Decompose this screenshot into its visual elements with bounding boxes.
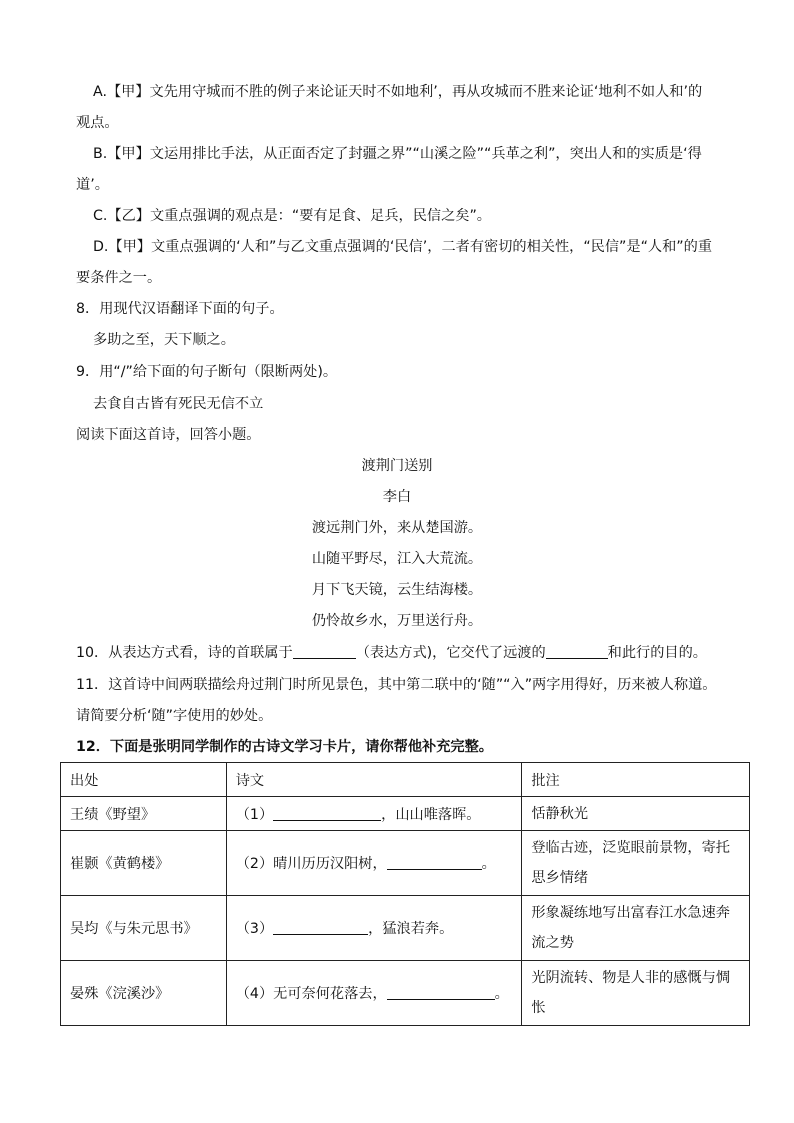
- poem-line: 仍怜故乡水，万里送行舟。: [311, 613, 483, 629]
- cell-text: [226, 797, 522, 831]
- table-header-row: [61, 763, 750, 797]
- question-11-line2: 请简要分析‘随”字使用的妙处。: [76, 708, 273, 724]
- study-card-table: [60, 762, 750, 1026]
- column-header-source: 出处: [61, 763, 227, 797]
- table-row: [61, 896, 750, 961]
- cell-source: 晏殊《浣溪沙》: [61, 961, 227, 1026]
- cell-source: 王绩《野望》: [61, 797, 227, 831]
- option-d-line1: D.【甲】文重点强调的‘人和”与乙文重点强调的‘民信’，二者有密切的相关性，“民信”是“人和”的重: [93, 239, 713, 255]
- column-header-note: 批注: [522, 763, 750, 797]
- column-header-text: 诗文: [226, 763, 522, 797]
- cell-text: [226, 831, 522, 896]
- option-a-line2: 观点。: [76, 115, 119, 131]
- cell-note: 形象凝练地写出富春江水急速奔流之势: [522, 896, 750, 961]
- question-10: [76, 643, 707, 663]
- poem-line: 渡远荆门外，来从楚国游。: [311, 520, 483, 536]
- poem-line: 山随平野尽，江入大荒流。: [311, 551, 483, 567]
- answer-blank-4[interactable]: [387, 984, 495, 1000]
- text-prefix: （3）: [235, 921, 274, 937]
- text-suffix: ，猛浪若奔。: [368, 921, 454, 937]
- question-10-part1: 10．从表达方式看，诗的首联属于: [76, 645, 293, 661]
- option-a-line1: A.【甲】文先用守城而不胜的例子来论证天时不如地利’，再从攻城而不胜来论证‘地利不如人和’的: [93, 84, 703, 100]
- question-9-sentence: 去食自古皆有死民无信不立: [93, 396, 264, 412]
- cell-text: [226, 961, 522, 1026]
- question-8-stem: 8．用现代汉语翻译下面的句子。: [76, 301, 284, 317]
- option-b-line1: B.【甲】文运用排比手法，从正面否定了封疆之界”“山溪之险”“兵革之利”，突出人和的实质是‘得: [93, 146, 702, 162]
- answer-blank-2[interactable]: [387, 854, 482, 870]
- question-8-sentence: 多助之至，天下顺之。: [93, 332, 235, 348]
- text-prefix: （4）无可奈何花落去，: [235, 986, 387, 1002]
- question-9-stem: 9．用“/”给下面的句子断句（限断两处)。: [76, 364, 338, 380]
- table-row: [61, 797, 750, 831]
- poem-line: 月下飞天镜，云生结海楼。: [311, 582, 483, 598]
- answer-blank-expression[interactable]: [293, 643, 356, 659]
- cell-source: 吴均《与朱元思书》: [61, 896, 227, 961]
- poem-title: 渡荆门送别: [361, 458, 433, 474]
- option-b-line2: 道’。: [76, 177, 109, 193]
- question-11-line1: 11．这首诗中间两联描绘舟过荆门时所见景色，其中第二联中的‘随”“入”两字用得好，历来被人称道。: [76, 677, 717, 693]
- cell-note: 恬静秋光: [522, 797, 750, 831]
- cell-source: 崔颢《黄鹤楼》: [61, 831, 227, 896]
- text-suffix: 。: [481, 856, 496, 872]
- text-prefix: （1）: [235, 806, 274, 823]
- cell-note: 光阴流转、物是人非的感慨与惆怅: [522, 961, 750, 1026]
- question-10-part3: 和此行的目的。: [607, 645, 707, 661]
- answer-blank-origin[interactable]: [546, 643, 608, 659]
- poem-author: 李白: [382, 489, 412, 505]
- question-12-stem: 12．下面是张明同学制作的古诗文学习卡片，请你帮他补充完整。: [76, 739, 493, 755]
- answer-blank-3[interactable]: [273, 919, 368, 935]
- table-row: [61, 831, 750, 896]
- answer-blank-1[interactable]: [273, 805, 381, 821]
- table-row: [61, 961, 750, 1026]
- reading-intro: 阅读下面这首诗，回答小题。: [76, 427, 261, 443]
- text-suffix: 。: [494, 986, 509, 1002]
- text-prefix: （2）晴川历历汉阳树，: [235, 856, 387, 872]
- text-suffix: ，山山唯落晖。: [381, 806, 481, 823]
- cell-text: [226, 896, 522, 961]
- option-c: C.【乙】文重点强调的观点是：“要有足食、足兵，民信之矣”。: [93, 208, 491, 224]
- question-10-part2: （表达方式)，它交代了远渡的: [355, 645, 546, 661]
- option-d-line2: 要条件之一。: [76, 270, 162, 286]
- cell-note: 登临古迹，泛览眼前景物，寄托思乡情绪: [522, 831, 750, 896]
